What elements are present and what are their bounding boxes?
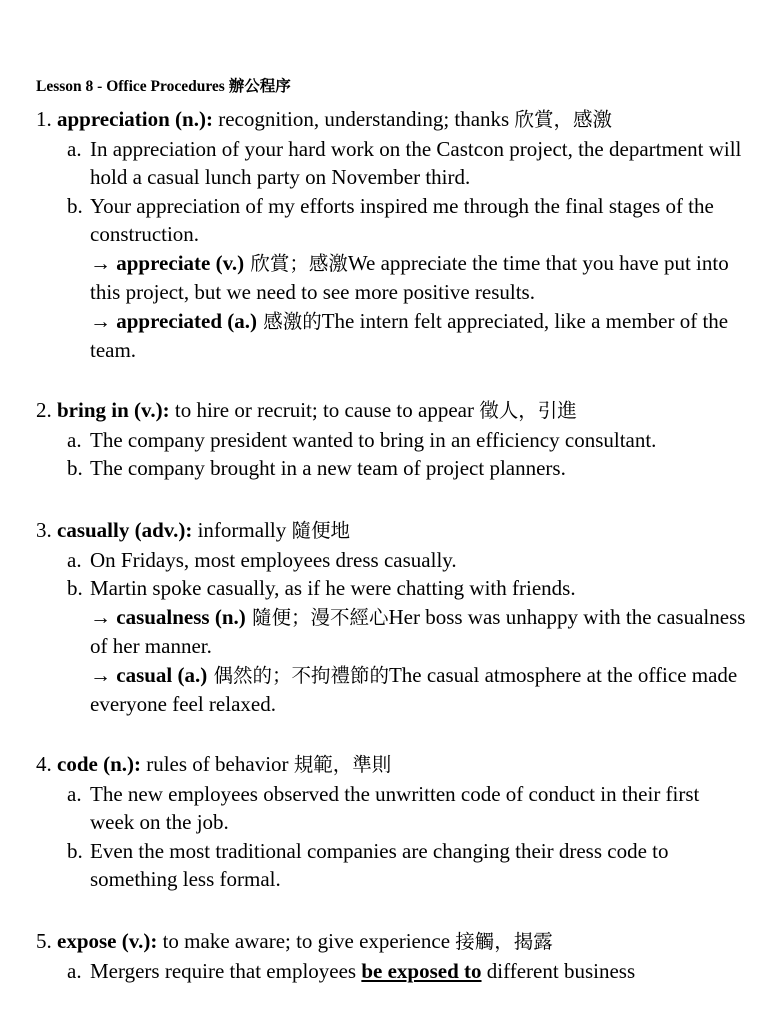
derivative-item: [36, 661, 748, 719]
example-marker: b.: [67, 576, 83, 600]
entry-number: 4.: [36, 752, 52, 776]
entry-chinese: 欣賞，感激: [514, 108, 612, 131]
example-item: [36, 135, 748, 192]
emphasized-phrase: be exposed to: [361, 958, 482, 983]
vocab-entry-1: [36, 105, 748, 365]
entry-definition: to hire or recruit; to cause to appear: [169, 398, 480, 422]
derivative-example: Her boss was unhappy with the casualness of her manner.: [90, 604, 746, 658]
entry-heading: [36, 105, 748, 135]
derivative-example: The intern felt appreciated, like a member of the team.: [90, 308, 729, 362]
derivative-term: casual (a.): [116, 662, 208, 687]
lesson-title: Lesson 8 - Office Procedures 辦公程序: [36, 78, 291, 95]
entry-definition: rules of behavior: [140, 752, 294, 776]
entry-term: code (n.):: [57, 752, 141, 776]
derivative-item: [36, 603, 748, 661]
entry-definition: to make aware; to give experience: [157, 929, 456, 953]
entry-term: casually (adv.):: [57, 518, 193, 542]
arrow-icon: →: [90, 250, 117, 275]
vocab-entry-3: [36, 516, 748, 719]
example-marker: b.: [67, 838, 83, 863]
derivative-chinese: 隨便；漫不經心: [245, 605, 389, 629]
entry-heading: [36, 750, 748, 780]
example-item: [36, 574, 748, 603]
entry-chinese: 隨便地: [291, 519, 351, 542]
vocab-entry-5: [36, 927, 748, 985]
entry-term: expose (v.):: [57, 929, 158, 953]
derivative-chinese: 偶然的；不拘禮節的: [207, 663, 389, 687]
entry-term: appreciation (n.):: [57, 107, 213, 131]
example-item: [36, 837, 748, 894]
example-text: Even the most traditional companies are changing their dress code to something less formal.: [90, 838, 669, 891]
example-text: Your appreciation of my efforts inspired me through the final stages of the construction.: [90, 193, 714, 246]
example-item: [36, 192, 748, 249]
entry-heading: [36, 396, 748, 426]
derivative-term: casualness (n.): [116, 604, 246, 629]
example-text-post: different business: [481, 958, 636, 983]
entry-number: 2.: [36, 398, 52, 422]
derivative-term: appreciated (a.): [116, 308, 258, 333]
entry-heading: [36, 927, 748, 957]
entry-number: 3.: [36, 518, 52, 542]
entry-definition: recognition, understanding; thanks: [212, 107, 515, 131]
example-marker: b.: [67, 456, 83, 480]
example-text: Martin spoke casually, as if he were chatting with friends.: [90, 576, 576, 600]
derivative-example: The casual atmosphere at the office made everyone feel relaxed.: [90, 662, 738, 716]
entry-number: 5.: [36, 929, 52, 953]
entry-number: 1.: [36, 107, 52, 131]
example-marker: a.: [67, 958, 82, 983]
example-text-pre: Mergers require that employees: [90, 958, 362, 983]
example-marker: a.: [67, 136, 82, 161]
arrow-icon: →: [90, 308, 117, 333]
entry-term: bring in (v.):: [57, 398, 170, 422]
derivative-item: [36, 249, 748, 307]
example-text: The company president wanted to bring in an efficiency consultant.: [90, 427, 657, 452]
arrow-icon: →: [90, 604, 117, 629]
example-text: In appreciation of your hard work on the Castcon project, the department will hold a casual lunch party on November third.: [90, 136, 742, 189]
example-text: On Fridays, most employees dress casually.: [90, 547, 457, 572]
example-marker: a.: [67, 781, 82, 806]
vocab-entry-4: [36, 750, 748, 894]
derivative-item: [36, 307, 748, 365]
example-text: [90, 959, 635, 983]
example-item: [36, 780, 748, 837]
vocab-entry-2: [36, 396, 748, 483]
derivative-example: We appreciate the time that you have put into this project, but we need to see more positive results.: [90, 250, 729, 304]
entry-definition: informally: [192, 518, 292, 542]
entry-heading: [36, 516, 748, 546]
example-marker: a.: [67, 547, 82, 572]
example-marker: a.: [67, 427, 82, 452]
example-item: [36, 957, 748, 986]
derivative-term: appreciate (v.): [116, 250, 245, 275]
entry-chinese: 接觸，揭露: [455, 930, 553, 953]
example-item: [36, 454, 748, 483]
example-text: The new employees observed the unwritten code of conduct in their first week on the job.: [90, 781, 700, 834]
derivative-chinese: 欣賞；感激: [244, 251, 348, 275]
arrow-icon: →: [90, 662, 117, 687]
example-marker: b.: [67, 193, 83, 218]
example-text: The company brought in a new team of project planners.: [90, 456, 566, 480]
derivative-chinese: 感激的: [257, 309, 322, 333]
example-item: [36, 426, 748, 455]
entry-chinese: 規範，準則: [293, 753, 392, 776]
example-item: [36, 546, 748, 575]
entry-chinese: 徵人，引進: [479, 399, 577, 422]
